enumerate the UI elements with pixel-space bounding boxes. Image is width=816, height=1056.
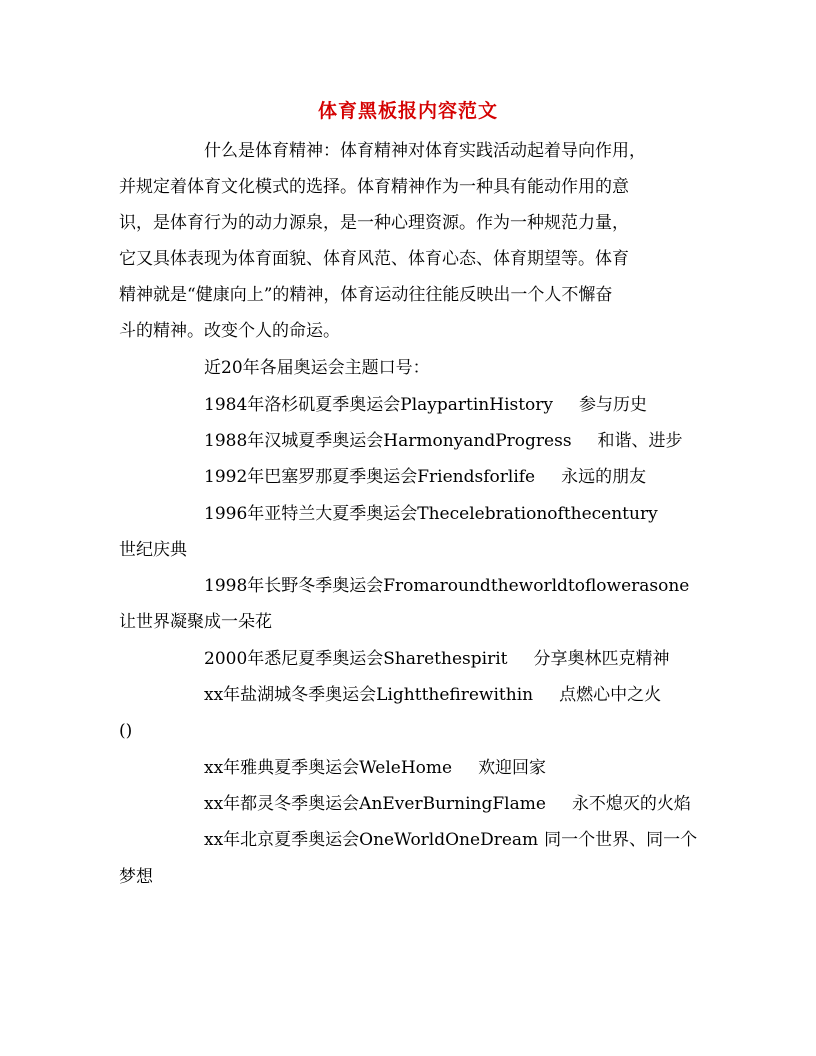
intro-line: 精神就是“健康向上”的精神，体育运动往往能反映出一个人不懈奋 [119, 285, 613, 305]
slogan-translation: 和谐、进步 [597, 431, 683, 451]
slogan-translation: 点燃心中之火 [559, 685, 662, 705]
slogan-event: 1988年汉城夏季奥运会HarmonyandProgress [204, 431, 572, 451]
slogan-event: xx年都灵冬季奥运会AnEverBurningFlame [204, 794, 546, 814]
slogan-line [204, 793, 691, 815]
slogan-continuation: 梦想 [119, 867, 153, 887]
slogan-event: 1992年巴塞罗那夏季奥运会Friendsforlife [204, 467, 536, 487]
slogan-line: 1998年长野冬季奥运会Fromaroundtheworldtoflowerasone [204, 576, 690, 596]
slogan-line [204, 466, 646, 488]
intro-line: 识，是体育行为的动力源泉，是一种心理资源。作为一种规范力量， [119, 213, 629, 233]
slogan-line: 1996年亚特兰大夏季奥运会Thecelebrationofthecentury [204, 504, 658, 524]
slogan-line [204, 757, 546, 779]
slogan-event: xx年盐湖城冬季奥运会Lightthefirewithin [204, 685, 534, 705]
slogan-translation: 参与历史 [579, 395, 648, 415]
slogan-continuation: () [119, 721, 133, 741]
slogan-translation: 分享奥林匹克精神 [533, 649, 670, 669]
slogan-translation: 欢迎回家 [478, 758, 547, 778]
slogan-translation: 永不熄灭的火焰 [571, 794, 691, 814]
slogan-translation: 永远的朋友 [561, 467, 647, 487]
page-title: 体育黑板报内容范文 [317, 100, 498, 122]
intro-line: 斗的精神。改变个人的命运。 [119, 321, 340, 341]
slogan-line [204, 648, 669, 670]
slogan-line [204, 684, 661, 706]
intro-line: 并规定着体育文化模式的选择。体育精神作为一种具有能动作用的意 [119, 177, 629, 197]
slogan-event: 1984年洛杉矶夏季奥运会PlaypartinHistory [204, 395, 554, 415]
slogan-event: xx年雅典夏季奥运会WeleHome [204, 758, 453, 778]
slogan-translation: 同一个世界、同一个 [544, 830, 698, 850]
slogan-translation: 世纪庆典 [119, 540, 187, 560]
slogan-event: xx年北京夏季奥运会OneWorldOneDream [204, 830, 539, 850]
intro-line: 它又具体表现为体育面貌、体育风范、体育心态、体育期望等。体育 [119, 249, 629, 269]
slogan-line [204, 394, 647, 416]
slogan-line [204, 829, 697, 851]
slogan-line [204, 430, 683, 452]
slogan-event: 2000年悉尼夏季奥运会Sharethespirit [204, 649, 508, 669]
slogan-translation: 让世界凝聚成一朵花 [119, 612, 272, 632]
slogans-heading: 近20年各届奥运会主题口号： [204, 358, 430, 378]
intro-line: 什么是体育精神：体育精神对体育实践活动起着导向作用， [204, 141, 646, 161]
